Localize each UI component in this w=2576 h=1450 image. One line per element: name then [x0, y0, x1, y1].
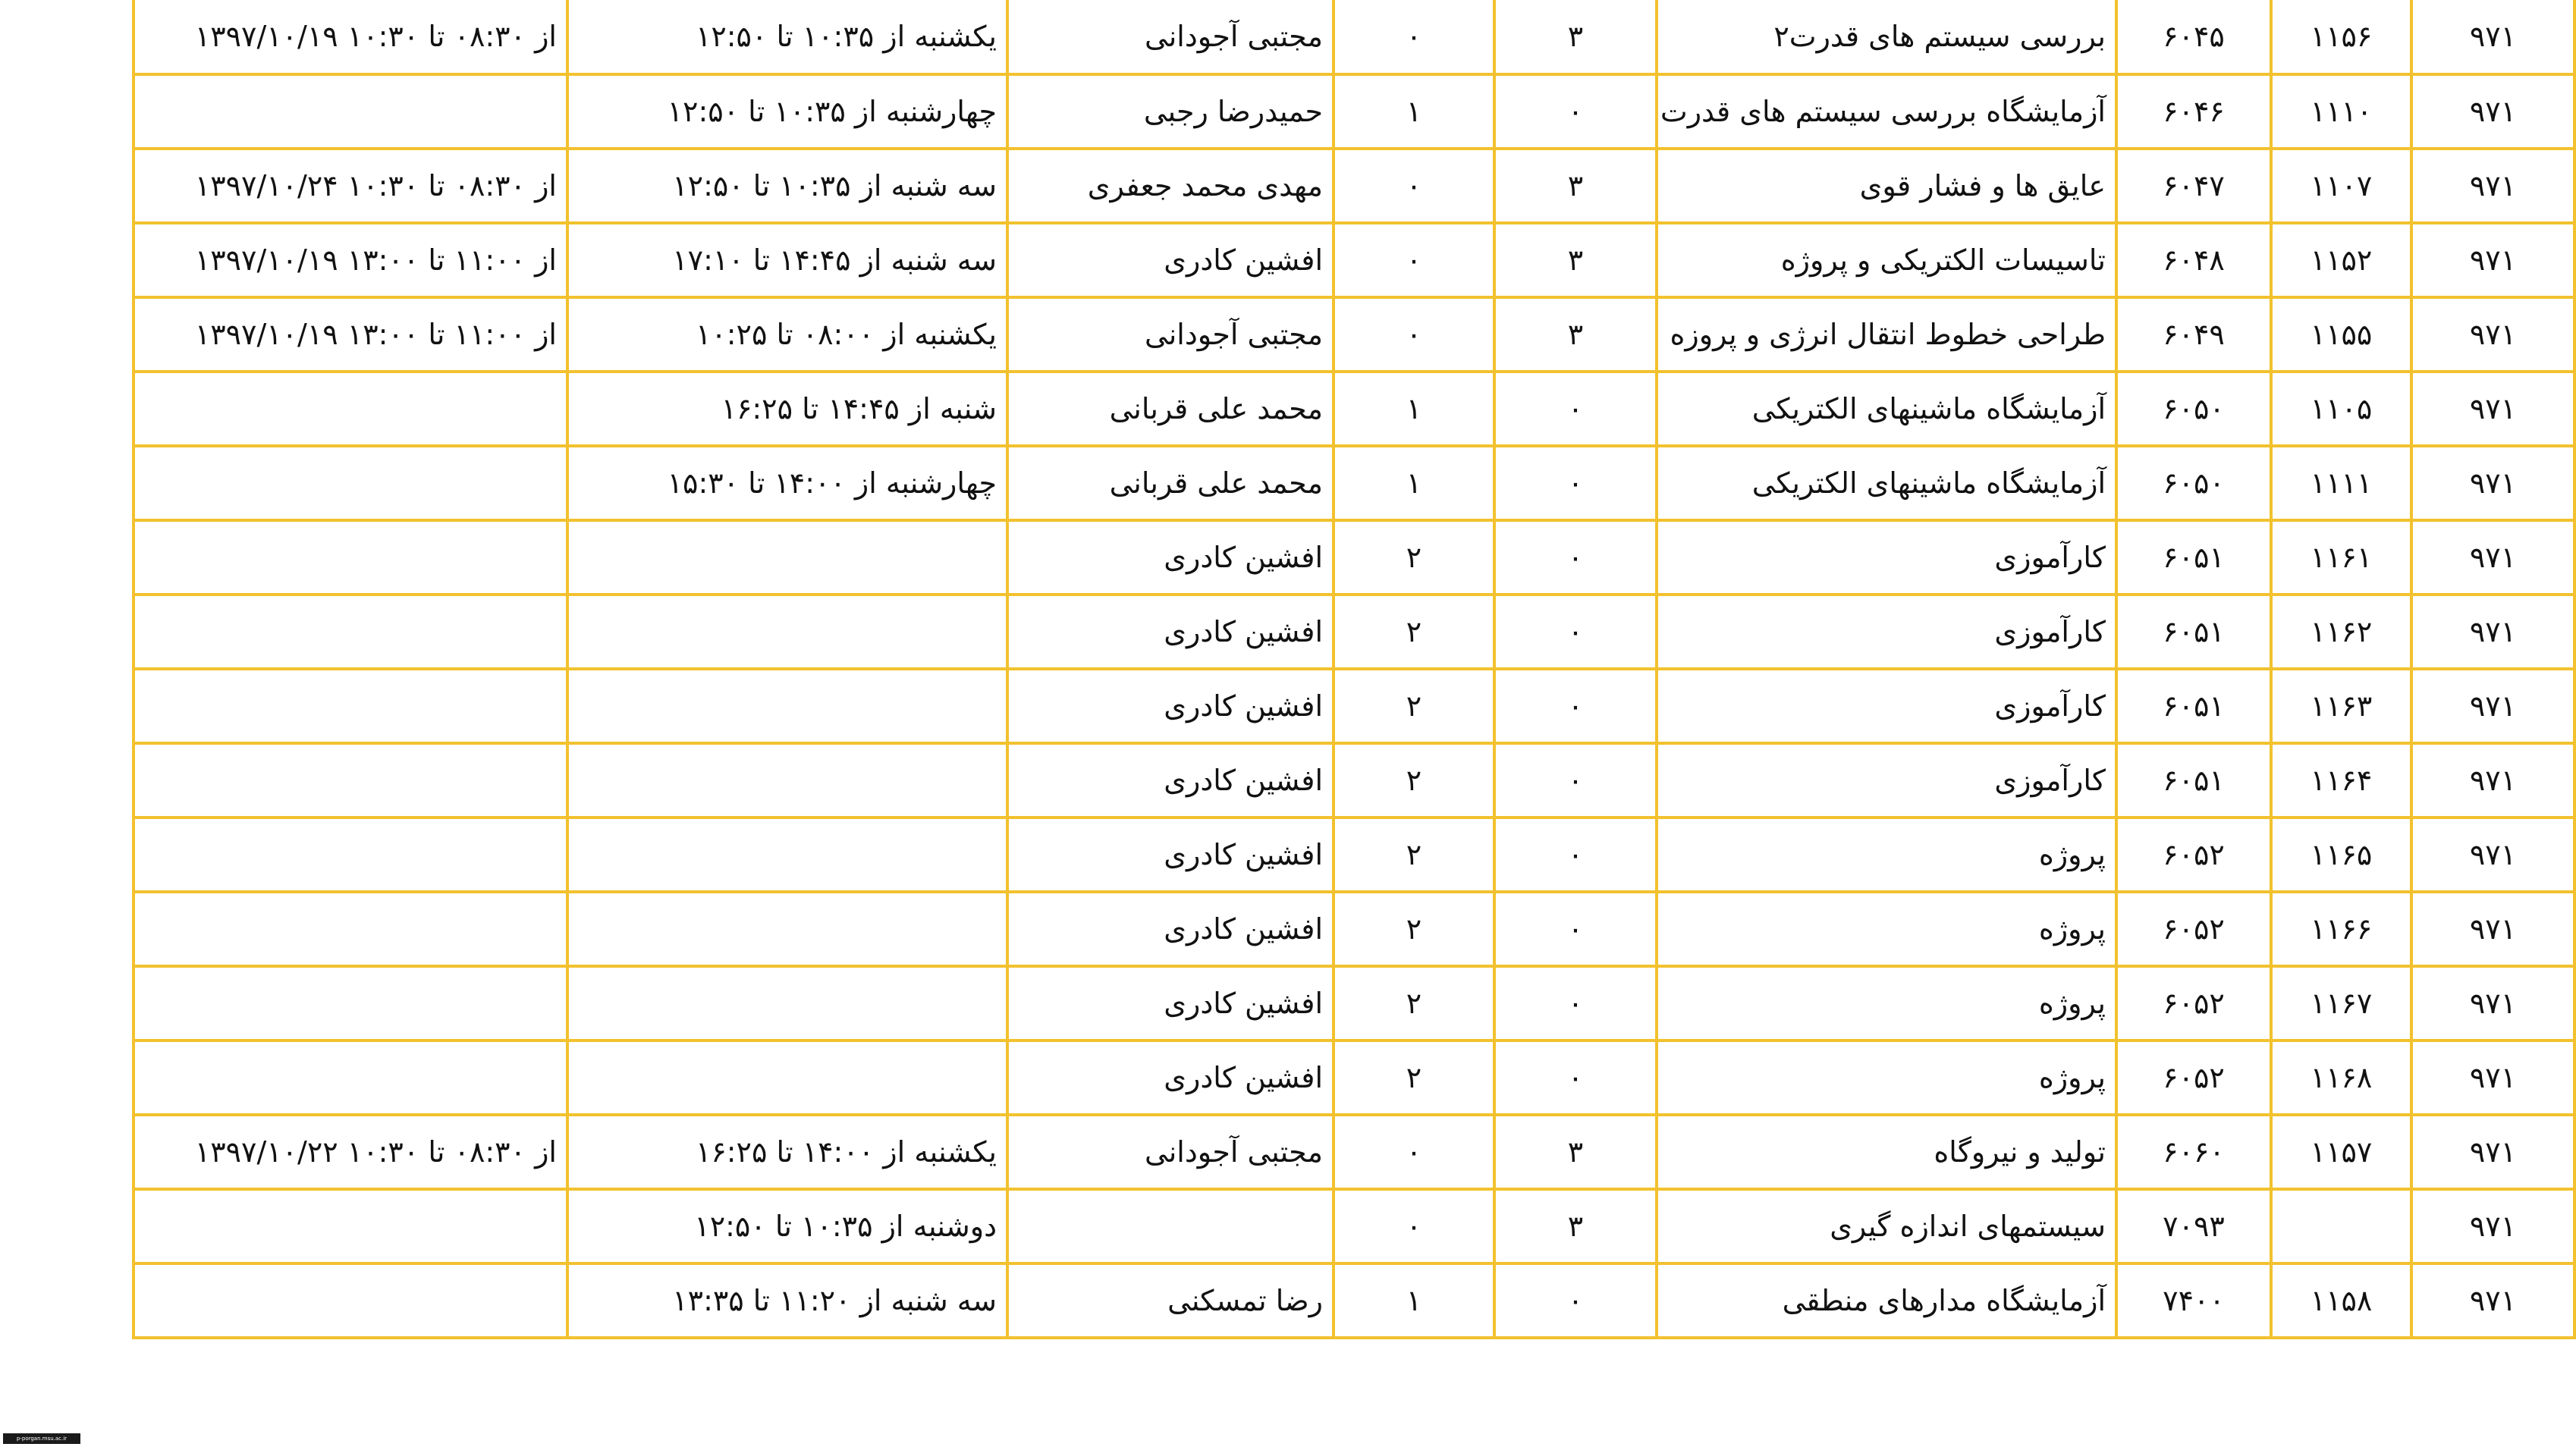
group-number-cell: ۱۱۶۳ [2271, 669, 2411, 743]
exam-time-cell: از ۰۸:۳۰ تا ۱۰:۳۰ ۱۳۹۷/۱۰/۱۹ [134, 0, 567, 74]
practical-units-cell: ۱ [1334, 372, 1494, 446]
course-title-cell: کارآموزی [1657, 743, 2116, 818]
course-title-cell: آزمایشگاه ماشینهای الکتریکی [1657, 372, 2116, 446]
practical-units-cell: ۱ [1334, 446, 1494, 520]
class-time-cell: یکشنبه از ۰۸:۰۰ تا ۱۰:۲۵ [567, 297, 1007, 372]
course-code-cell: ۶۰۴۹ [2116, 297, 2271, 372]
exam-time-cell [134, 743, 567, 818]
course-title-cell: پروژه [1657, 892, 2116, 966]
group-number-cell: ۱۱۱۰ [2271, 74, 2411, 149]
term-cell: ۹۷۱ [2411, 446, 2574, 520]
practical-units-cell: ۰ [1334, 223, 1494, 297]
exam-time-cell [134, 1189, 567, 1263]
group-number-cell: ۱۱۰۵ [2271, 372, 2411, 446]
course-code-cell: ۶۰۵۲ [2116, 818, 2271, 892]
class-time-cell: چهارشنبه از ۱۴:۰۰ تا ۱۵:۳۰ [567, 446, 1007, 520]
exam-time-cell: از ۰۸:۳۰ تا ۱۰:۳۰ ۱۳۹۷/۱۰/۲۴ [134, 149, 567, 223]
practical-units-cell: ۰ [1334, 297, 1494, 372]
course-title-cell: تولید و نیروگاه [1657, 1115, 2116, 1189]
exam-time-cell [134, 520, 567, 595]
class-time-cell: سه شنبه از ۱۰:۳۵ تا ۱۲:۵۰ [567, 149, 1007, 223]
course-code-cell: ۶۰۵۱ [2116, 520, 2271, 595]
table-row [134, 0, 2574, 74]
practical-units-cell: ۲ [1334, 595, 1494, 669]
theory-units-cell: ۰ [1494, 818, 1657, 892]
instructor-cell: مجتبی آجودانی [1007, 297, 1334, 372]
table-row [134, 446, 2574, 520]
table-row [134, 818, 2574, 892]
term-cell: ۹۷۱ [2411, 1040, 2574, 1115]
term-cell: ۹۷۱ [2411, 0, 2574, 74]
table-row [134, 297, 2574, 372]
group-number-cell: ۱۱۵۵ [2271, 297, 2411, 372]
exam-time-cell [134, 818, 567, 892]
table-row [134, 743, 2574, 818]
practical-units-cell: ۲ [1334, 1040, 1494, 1115]
exam-time-cell [134, 669, 567, 743]
class-time-cell [567, 1040, 1007, 1115]
term-cell: ۹۷۱ [2411, 520, 2574, 595]
table-row [134, 520, 2574, 595]
term-cell: ۹۷۱ [2411, 223, 2574, 297]
class-time-cell [567, 743, 1007, 818]
course-title-cell: کارآموزی [1657, 520, 2116, 595]
course-title-cell: آزمایشگاه مدارهای منطقی [1657, 1263, 2116, 1338]
theory-units-cell: ۰ [1494, 1263, 1657, 1338]
theory-units-cell: ۰ [1494, 892, 1657, 966]
group-number-cell: ۱۱۵۲ [2271, 223, 2411, 297]
exam-time-cell [134, 74, 567, 149]
theory-units-cell: ۳ [1494, 149, 1657, 223]
practical-units-cell: ۲ [1334, 818, 1494, 892]
exam-time-cell: از ۰۸:۳۰ تا ۱۰:۳۰ ۱۳۹۷/۱۰/۲۲ [134, 1115, 567, 1189]
exam-time-cell [134, 446, 567, 520]
term-cell: ۹۷۱ [2411, 818, 2574, 892]
group-number-cell: ۱۱۶۷ [2271, 966, 2411, 1040]
group-number-cell: ۱۱۶۲ [2271, 595, 2411, 669]
term-cell: ۹۷۱ [2411, 595, 2574, 669]
table-row [134, 223, 2574, 297]
term-cell: ۹۷۱ [2411, 1263, 2574, 1338]
group-number-cell: ۱۱۶۸ [2271, 1040, 2411, 1115]
course-code-cell: ۶۰۵۲ [2116, 966, 2271, 1040]
theory-units-cell: ۰ [1494, 595, 1657, 669]
instructor-cell: افشین کادری [1007, 1040, 1334, 1115]
instructor-cell: محمد علی قربانی [1007, 372, 1334, 446]
course-code-cell: ۶۰۵۱ [2116, 743, 2271, 818]
practical-units-cell: ۰ [1334, 149, 1494, 223]
class-time-cell: یکشنبه از ۱۰:۳۵ تا ۱۲:۵۰ [567, 0, 1007, 74]
class-time-cell: دوشنبه از ۱۰:۳۵ تا ۱۲:۵۰ [567, 1189, 1007, 1263]
term-cell: ۹۷۱ [2411, 1189, 2574, 1263]
course-code-cell: ۶۰۵۰ [2116, 446, 2271, 520]
course-title-cell: طراحی خطوط انتقال انرژی و پروزه [1657, 297, 2116, 372]
theory-units-cell: ۰ [1494, 446, 1657, 520]
term-cell: ۹۷۱ [2411, 669, 2574, 743]
table-row [134, 372, 2574, 446]
table-row [134, 74, 2574, 149]
instructor-cell [1007, 1189, 1334, 1263]
term-cell: ۹۷۱ [2411, 892, 2574, 966]
instructor-cell: افشین کادری [1007, 223, 1334, 297]
term-cell: ۹۷۱ [2411, 149, 2574, 223]
practical-units-cell: ۱ [1334, 1263, 1494, 1338]
exam-time-cell [134, 595, 567, 669]
table-row [134, 1115, 2574, 1189]
site-logo: p-porgan.msu.ac.ir [3, 1433, 80, 1444]
instructor-cell: افشین کادری [1007, 669, 1334, 743]
theory-units-cell: ۰ [1494, 1040, 1657, 1115]
course-code-cell: ۶۰۴۸ [2116, 223, 2271, 297]
course-code-cell: ۷۰۹۳ [2116, 1189, 2271, 1263]
course-code-cell: ۶۰۵۰ [2116, 372, 2271, 446]
class-time-cell [567, 595, 1007, 669]
exam-time-cell: از ۱۱:۰۰ تا ۱۳:۰۰ ۱۳۹۷/۱۰/۱۹ [134, 223, 567, 297]
course-title-cell: آزمایشگاه بررسی سیستم های قدرت [1657, 74, 2116, 149]
course-code-cell: ۶۰۴۵ [2116, 0, 2271, 74]
exam-time-cell [134, 372, 567, 446]
group-number-cell: ۱۱۶۵ [2271, 818, 2411, 892]
theory-units-cell: ۰ [1494, 520, 1657, 595]
practical-units-cell: ۰ [1334, 1115, 1494, 1189]
class-time-cell [567, 892, 1007, 966]
course-code-cell: ۶۰۵۲ [2116, 892, 2271, 966]
course-code-cell: ۷۴۰۰ [2116, 1263, 2271, 1338]
instructor-cell: افشین کادری [1007, 966, 1334, 1040]
instructor-cell: مجتبی آجودانی [1007, 0, 1334, 74]
term-cell: ۹۷۱ [2411, 966, 2574, 1040]
course-title-cell: تاسیسات الکتریکی و پروژه [1657, 223, 2116, 297]
course-schedule-table [132, 0, 2576, 1339]
exam-time-cell [134, 892, 567, 966]
class-time-cell [567, 520, 1007, 595]
instructor-cell: افشین کادری [1007, 892, 1334, 966]
theory-units-cell: ۰ [1494, 669, 1657, 743]
course-code-cell: ۶۰۵۲ [2116, 1040, 2271, 1115]
group-number-cell: ۱۱۶۴ [2271, 743, 2411, 818]
table-row [134, 149, 2574, 223]
course-title-cell: سیستمهای اندازه گیری [1657, 1189, 2116, 1263]
class-time-cell [567, 966, 1007, 1040]
table-row [134, 1189, 2574, 1263]
group-number-cell: ۱۱۶۱ [2271, 520, 2411, 595]
group-number-cell [2271, 1189, 2411, 1263]
theory-units-cell: ۳ [1494, 1115, 1657, 1189]
theory-units-cell: ۰ [1494, 372, 1657, 446]
practical-units-cell: ۰ [1334, 0, 1494, 74]
exam-time-cell [134, 1040, 567, 1115]
course-code-cell: ۶۰۴۷ [2116, 149, 2271, 223]
instructor-cell: افشین کادری [1007, 818, 1334, 892]
course-title-cell: عایق ها و فشار قوی [1657, 149, 2116, 223]
class-time-cell: سه شنبه از ۱۱:۲۰ تا ۱۳:۳۵ [567, 1263, 1007, 1338]
term-cell: ۹۷۱ [2411, 74, 2574, 149]
course-title-cell: کارآموزی [1657, 595, 2116, 669]
course-title-cell: پروژه [1657, 1040, 2116, 1115]
class-time-cell: شنبه از ۱۴:۴۵ تا ۱۶:۲۵ [567, 372, 1007, 446]
term-cell: ۹۷۱ [2411, 743, 2574, 818]
course-schedule-body [134, 0, 2574, 1338]
theory-units-cell: ۳ [1494, 1189, 1657, 1263]
class-time-cell: سه شنبه از ۱۴:۴۵ تا ۱۷:۱۰ [567, 223, 1007, 297]
instructor-cell: محمد علی قربانی [1007, 446, 1334, 520]
theory-units-cell: ۳ [1494, 297, 1657, 372]
class-time-cell [567, 818, 1007, 892]
term-cell: ۹۷۱ [2411, 372, 2574, 446]
practical-units-cell: ۲ [1334, 743, 1494, 818]
instructor-cell: مهدی محمد جعفری [1007, 149, 1334, 223]
instructor-cell: افشین کادری [1007, 520, 1334, 595]
theory-units-cell: ۰ [1494, 74, 1657, 149]
practical-units-cell: ۲ [1334, 966, 1494, 1040]
course-title-cell: بررسی سیستم های قدرت۲ [1657, 0, 2116, 74]
table-row [134, 1040, 2574, 1115]
term-cell: ۹۷۱ [2411, 1115, 2574, 1189]
practical-units-cell: ۲ [1334, 892, 1494, 966]
exam-time-cell [134, 966, 567, 1040]
table-row [134, 966, 2574, 1040]
course-code-cell: ۶۰۵۱ [2116, 669, 2271, 743]
practical-units-cell: ۲ [1334, 520, 1494, 595]
theory-units-cell: ۳ [1494, 223, 1657, 297]
instructor-cell: مجتبی آجودانی [1007, 1115, 1334, 1189]
theory-units-cell: ۰ [1494, 966, 1657, 1040]
table-row [134, 669, 2574, 743]
group-number-cell: ۱۱۱۱ [2271, 446, 2411, 520]
theory-units-cell: ۰ [1494, 743, 1657, 818]
instructor-cell: افشین کادری [1007, 743, 1334, 818]
class-time-cell: یکشنبه از ۱۴:۰۰ تا ۱۶:۲۵ [567, 1115, 1007, 1189]
group-number-cell: ۱۱۶۶ [2271, 892, 2411, 966]
exam-time-cell [134, 1263, 567, 1338]
group-number-cell: ۱۱۵۸ [2271, 1263, 2411, 1338]
table-row [134, 892, 2574, 966]
course-title-cell: کارآموزی [1657, 669, 2116, 743]
course-title-cell: آزمایشگاه ماشینهای الکتریکی [1657, 446, 2116, 520]
course-title-cell: پروژه [1657, 966, 2116, 1040]
group-number-cell: ۱۱۵۷ [2271, 1115, 2411, 1189]
class-time-cell: چهارشنبه از ۱۰:۳۵ تا ۱۲:۵۰ [567, 74, 1007, 149]
instructor-cell: حمیدرضا رجبی [1007, 74, 1334, 149]
practical-units-cell: ۱ [1334, 74, 1494, 149]
group-number-cell: ۱۱۰۷ [2271, 149, 2411, 223]
table-row [134, 595, 2574, 669]
group-number-cell: ۱۱۵۶ [2271, 0, 2411, 74]
instructor-cell: افشین کادری [1007, 595, 1334, 669]
course-code-cell: ۶۰۴۶ [2116, 74, 2271, 149]
class-time-cell [567, 669, 1007, 743]
instructor-cell: رضا تمسکنی [1007, 1263, 1334, 1338]
exam-time-cell: از ۱۱:۰۰ تا ۱۳:۰۰ ۱۳۹۷/۱۰/۱۹ [134, 297, 567, 372]
term-cell: ۹۷۱ [2411, 297, 2574, 372]
table-row [134, 1263, 2574, 1338]
practical-units-cell: ۰ [1334, 1189, 1494, 1263]
theory-units-cell: ۳ [1494, 0, 1657, 74]
course-code-cell: ۶۰۵۱ [2116, 595, 2271, 669]
course-title-cell: پروژه [1657, 818, 2116, 892]
practical-units-cell: ۲ [1334, 669, 1494, 743]
course-code-cell: ۶۰۶۰ [2116, 1115, 2271, 1189]
